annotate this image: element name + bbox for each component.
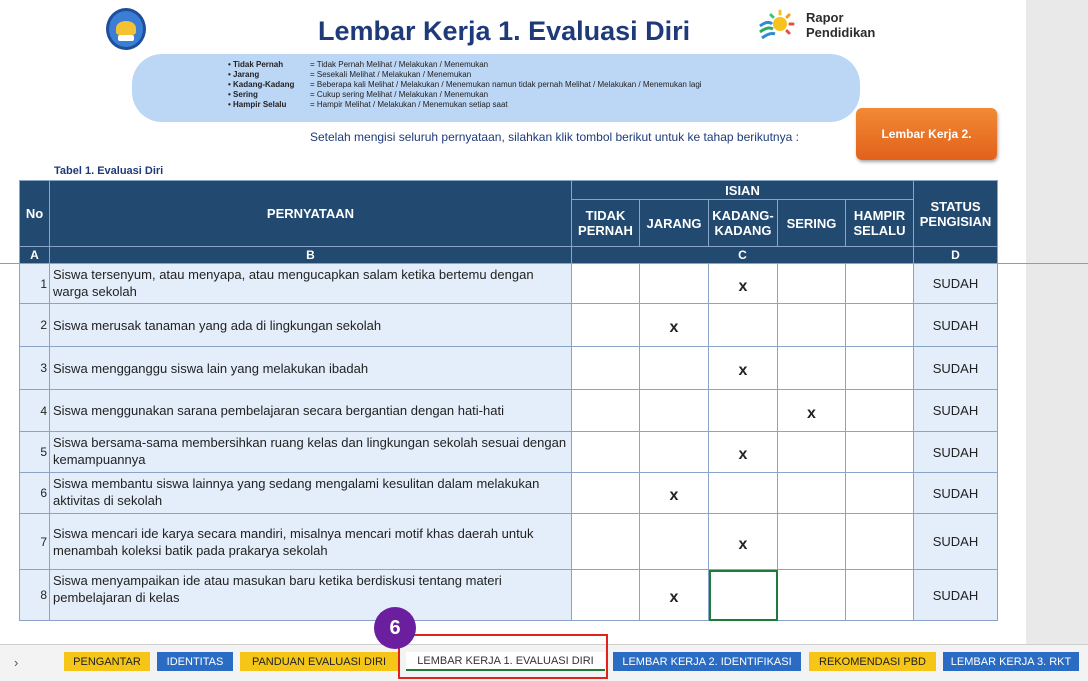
hampir-selalu-cell[interactable] (846, 473, 914, 514)
row-number: 7 (20, 514, 50, 570)
kadang-cell[interactable] (709, 473, 778, 514)
statement-cell[interactable]: Siswa menggunakan sarana pembelajaran secara bergantian dengan hati-hati (50, 390, 572, 432)
tab-panduan-evaluasi-diri[interactable]: PANDUAN EVALUASI DIRI (240, 652, 398, 671)
header-status: STATUS PENGISIAN (914, 181, 998, 247)
kadang-cell-selected[interactable] (709, 570, 778, 621)
sering-cell[interactable] (778, 304, 846, 347)
legend-term: • Tidak Pernah (228, 60, 310, 70)
tab-lembar-kerja-1[interactable]: LEMBAR KERJA 1. EVALUASI DIRI (406, 652, 605, 671)
tidak-pernah-cell[interactable] (572, 347, 640, 390)
kadang-cell[interactable] (709, 304, 778, 347)
row-number: 3 (20, 347, 50, 390)
rapor-logo-line1: Rapor (806, 10, 844, 25)
kadang-cell[interactable]: x (709, 347, 778, 390)
legend-item (228, 80, 702, 90)
tab-lembar-kerja-3[interactable]: LEMBAR KERJA 3. RKT (943, 652, 1079, 671)
rapor-logo-line2: Pendidikan (806, 25, 876, 40)
header-tidak-pernah: TIDAK PERNAH (572, 200, 640, 247)
row-number: 8 (20, 570, 50, 621)
legend-term: • Kadang-Kadang (228, 80, 310, 90)
table-row (20, 304, 998, 347)
legend-term: • Sering (228, 90, 310, 100)
table-row (20, 514, 998, 570)
status-cell: SUDAH (914, 432, 998, 473)
sering-cell[interactable]: x (778, 390, 846, 432)
rapor-pendidikan-logo-icon (758, 8, 798, 44)
header-hampir-selalu: HAMPIR SELALU (846, 200, 914, 247)
active-tab-highlight (398, 634, 608, 679)
column-letter-b: B (50, 247, 572, 264)
statement-cell[interactable]: Siswa tersenyum, atau menyapa, atau mengucapkan salam ketika bertemu dengan warga sekolah (50, 264, 572, 304)
sering-cell[interactable] (778, 570, 846, 621)
legend-box (132, 54, 860, 122)
column-letter-c: C (572, 247, 914, 264)
legend-desc: = Sesekali Melihat / Melakukan / Menemukan (310, 70, 472, 79)
tidak-pernah-cell[interactable] (572, 432, 640, 473)
legend-desc: = Tidak Pernah Melihat / Melakukan / Menemukan (310, 60, 489, 69)
tab-identitas[interactable]: IDENTITAS (157, 652, 233, 671)
sering-cell[interactable] (778, 432, 846, 473)
table-row (20, 473, 998, 514)
header-kadang: KADANG-KADANG (709, 200, 778, 247)
statement-cell[interactable]: Siswa merusak tanaman yang ada di lingkungan sekolah (50, 304, 572, 347)
statement-cell[interactable]: Siswa bersama-sama membersihkan ruang kelas dan lingkungan sekolah sesuai dengan kemampuannya (50, 432, 572, 473)
table-row (20, 570, 998, 621)
status-cell: SUDAH (914, 347, 998, 390)
tidak-pernah-cell[interactable] (572, 473, 640, 514)
hampir-selalu-cell[interactable] (846, 390, 914, 432)
status-cell: SUDAH (914, 390, 998, 432)
tab-rekomendasi-pbd[interactable]: REKOMENDASI PBD (809, 652, 936, 671)
hampir-selalu-cell[interactable] (846, 432, 914, 473)
row-number: 1 (20, 264, 50, 304)
jarang-cell[interactable] (640, 514, 709, 570)
header-jarang: JARANG (640, 200, 709, 247)
row-number: 6 (20, 473, 50, 514)
legend-item (228, 100, 702, 110)
kadang-cell[interactable]: x (709, 514, 778, 570)
legend-item (228, 60, 702, 70)
header-pernyataan: PERNYATAAN (50, 181, 572, 247)
status-cell: SUDAH (914, 514, 998, 570)
jarang-cell[interactable]: x (640, 304, 709, 347)
legend-term: • Hampir Selalu (228, 100, 310, 110)
legend-term: • Jarang (228, 70, 310, 80)
column-letter-d: D (914, 247, 998, 264)
statement-cell[interactable]: Siswa menyampaikan ide atau masukan baru ketika berdiskusi tentang materi pembelajaran di kelas (50, 570, 572, 621)
logo-wing-icon (116, 21, 136, 35)
hampir-selalu-cell[interactable] (846, 304, 914, 347)
tab-lembar-kerja-2[interactable]: LEMBAR KERJA 2. IDENTIFIKASI (613, 652, 801, 671)
right-margin-area (1026, 0, 1088, 681)
tidak-pernah-cell[interactable] (572, 514, 640, 570)
statement-cell[interactable]: Siswa membantu siswa lainnya yang sedang mengalami kesulitan dalam melakukan aktivitas di sekolah (50, 473, 572, 514)
hampir-selalu-cell[interactable] (846, 264, 914, 304)
statement-cell[interactable]: Siswa mencari ide karya secara mandiri, misalnya mencari motif khas daerah untuk menambah koleksi batik pada prakarya sekolah (50, 514, 572, 570)
header-no: No (20, 181, 50, 247)
kadang-cell[interactable] (709, 390, 778, 432)
jarang-cell[interactable] (640, 390, 709, 432)
status-cell: SUDAH (914, 473, 998, 514)
statement-cell[interactable]: Siswa mengganggu siswa lain yang melakukan ibadah (50, 347, 572, 390)
hampir-selalu-cell[interactable] (846, 570, 914, 621)
instruction-text: Setelah mengisi seluruh pernyataan, silahkan klik tombol berikut untuk ke tahap berikutnya : (310, 130, 799, 144)
table-row (20, 347, 998, 390)
jarang-cell[interactable] (640, 264, 709, 304)
sering-cell[interactable] (778, 264, 846, 304)
legend-item (228, 70, 702, 80)
table-row (20, 432, 998, 473)
hampir-selalu-cell[interactable] (846, 514, 914, 570)
legend-desc: = Hampir Melihat / Melakukan / Menemukan setiap saat (310, 100, 508, 109)
row-number: 2 (20, 304, 50, 347)
step-number-badge: 6 (374, 607, 416, 649)
page-title: Lembar Kerja 1. Evaluasi Diri (318, 16, 691, 46)
jarang-cell[interactable] (640, 347, 709, 390)
sheet-scroll-right-icon[interactable]: › (14, 655, 19, 670)
kadang-cell[interactable]: x (709, 264, 778, 304)
sering-cell[interactable] (778, 514, 846, 570)
legend-list (228, 60, 702, 110)
row-number: 5 (20, 432, 50, 473)
tidak-pernah-cell[interactable] (572, 304, 640, 347)
hampir-selalu-cell[interactable] (846, 347, 914, 390)
column-letter-a: A (20, 247, 50, 264)
row-number: 4 (20, 390, 50, 432)
legend-desc: = Cukup sering Melihat / Melakukan / Menemukan (310, 90, 489, 99)
status-cell: SUDAH (914, 264, 998, 304)
rapor-pendidikan-logo-text (806, 10, 875, 40)
table-row (20, 390, 998, 432)
tidak-pernah-cell[interactable] (572, 390, 640, 432)
header-isian: ISIAN (572, 181, 914, 200)
lembar-kerja-2-button[interactable]: Lembar Kerja 2. (856, 108, 997, 160)
sering-cell[interactable] (778, 473, 846, 514)
jarang-cell[interactable]: x (640, 473, 709, 514)
table-row (20, 264, 998, 304)
tidak-pernah-cell[interactable] (572, 264, 640, 304)
jarang-cell[interactable] (640, 432, 709, 473)
legend-item (228, 90, 702, 100)
evaluation-table (19, 180, 998, 621)
kadang-cell[interactable]: x (709, 432, 778, 473)
tut-wuri-handayani-logo (106, 8, 146, 50)
status-cell: SUDAH (914, 570, 998, 621)
legend-desc: = Beberapa kali Melihat / Melakukan / Menemukan namun tidak pernah Melihat / Melakukan / Menemukan lagi (310, 80, 702, 89)
sering-cell[interactable] (778, 347, 846, 390)
status-cell: SUDAH (914, 304, 998, 347)
header-sering: SERING (778, 200, 846, 247)
tidak-pernah-cell[interactable] (572, 570, 640, 621)
table-title: Tabel 1. Evaluasi Diri (54, 165, 164, 177)
logo-book-icon (118, 35, 134, 41)
tab-pengantar[interactable]: PENGANTAR (64, 652, 150, 671)
jarang-cell[interactable]: x (640, 570, 709, 621)
